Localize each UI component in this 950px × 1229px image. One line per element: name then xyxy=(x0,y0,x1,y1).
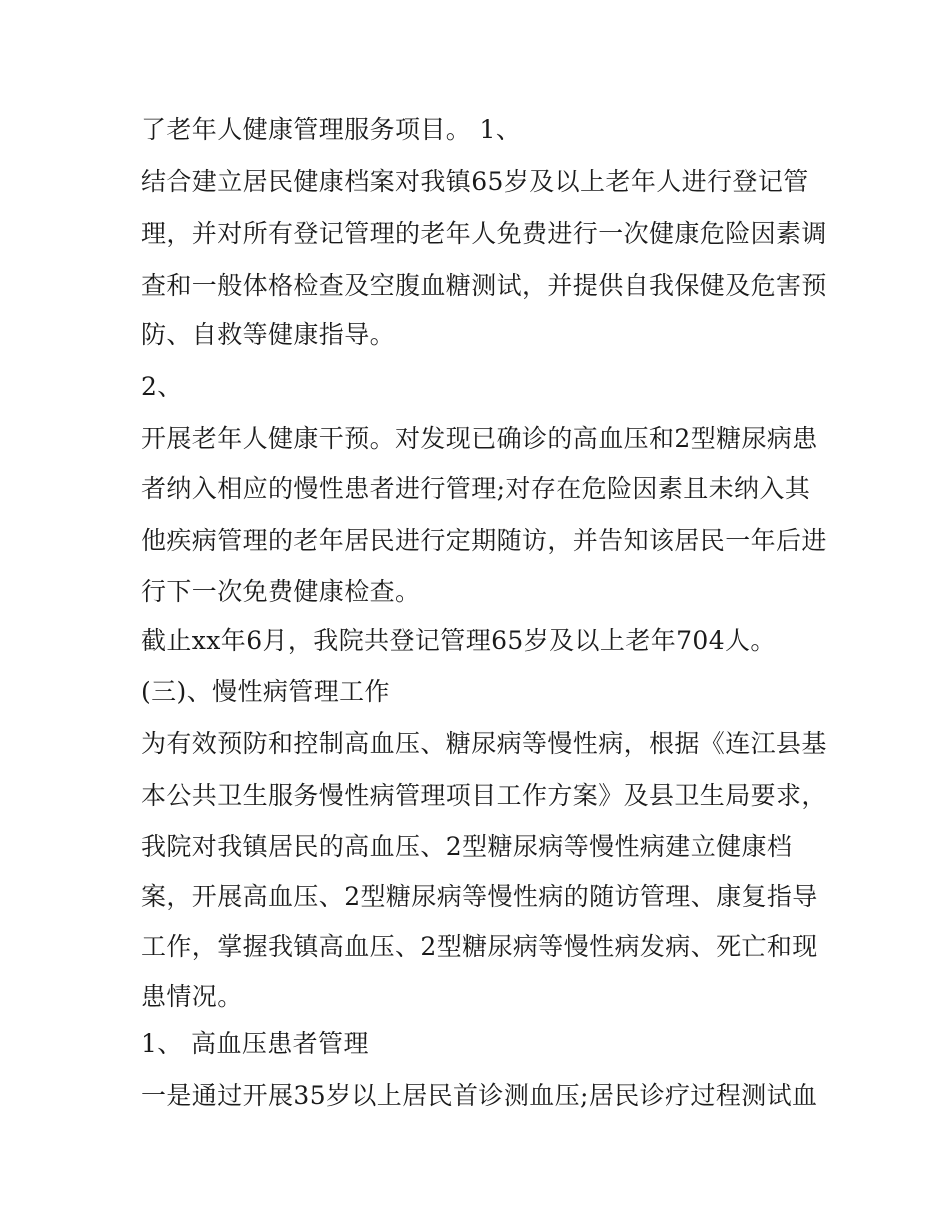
text-line: 结合建立居民健康档案对我镇65岁及以上老年人进行登记管 xyxy=(141,167,809,196)
text-line: 开展老年人健康干预。对发现已确诊的高血压和2型糖尿病患 xyxy=(141,424,818,453)
text-line: (三)、慢性病管理工作 xyxy=(141,677,390,706)
text-line: 1、 高血压患者管理 xyxy=(141,1029,369,1058)
text-line: 我院对我镇居民的高血压、2型糖尿病等慢性病建立健康档 xyxy=(141,832,793,861)
text-line: 2、 xyxy=(141,372,183,401)
text-line: 查和一般体格检查及空腹血糖测试，并提供自我保健及危害预 xyxy=(141,271,827,300)
text-line: 本公共卫生服务慢性病管理项目工作方案》及县卫生局要求， xyxy=(141,781,827,810)
text-line: 者纳入相应的慢性患者进行管理;对存在危险因素且未纳入其 xyxy=(141,474,811,503)
text-line: 工作，掌握我镇高血压、2型糖尿病等慢性病发病、死亡和现 xyxy=(141,932,818,961)
text-line: 防、自救等健康指导。 xyxy=(141,320,396,349)
text-line: 了老年人健康管理服务项目。 1、 xyxy=(141,115,522,144)
text-line: 患情况。 xyxy=(141,982,243,1011)
text-line: 行下一次免费健康检查。 xyxy=(141,577,421,606)
text-line: 案，开展高血压、2型糖尿病等慢性病的随访管理、康复指导 xyxy=(141,882,818,911)
text-line: 为有效预防和控制高血压、糖尿病等慢性病，根据《连江县基 xyxy=(141,729,827,758)
text-line: 一是通过开展35岁以上居民首诊测血压;居民诊疗过程测试血 xyxy=(141,1081,818,1110)
text-line: 截止xx年6月，我院共登记管理65岁及以上老年704人。 xyxy=(141,626,776,655)
text-line: 理，并对所有登记管理的老年人免费进行一次健康危险因素调 xyxy=(141,219,827,248)
text-line: 他疾病管理的老年居民进行定期随访，并告知该居民一年后进 xyxy=(141,526,827,555)
